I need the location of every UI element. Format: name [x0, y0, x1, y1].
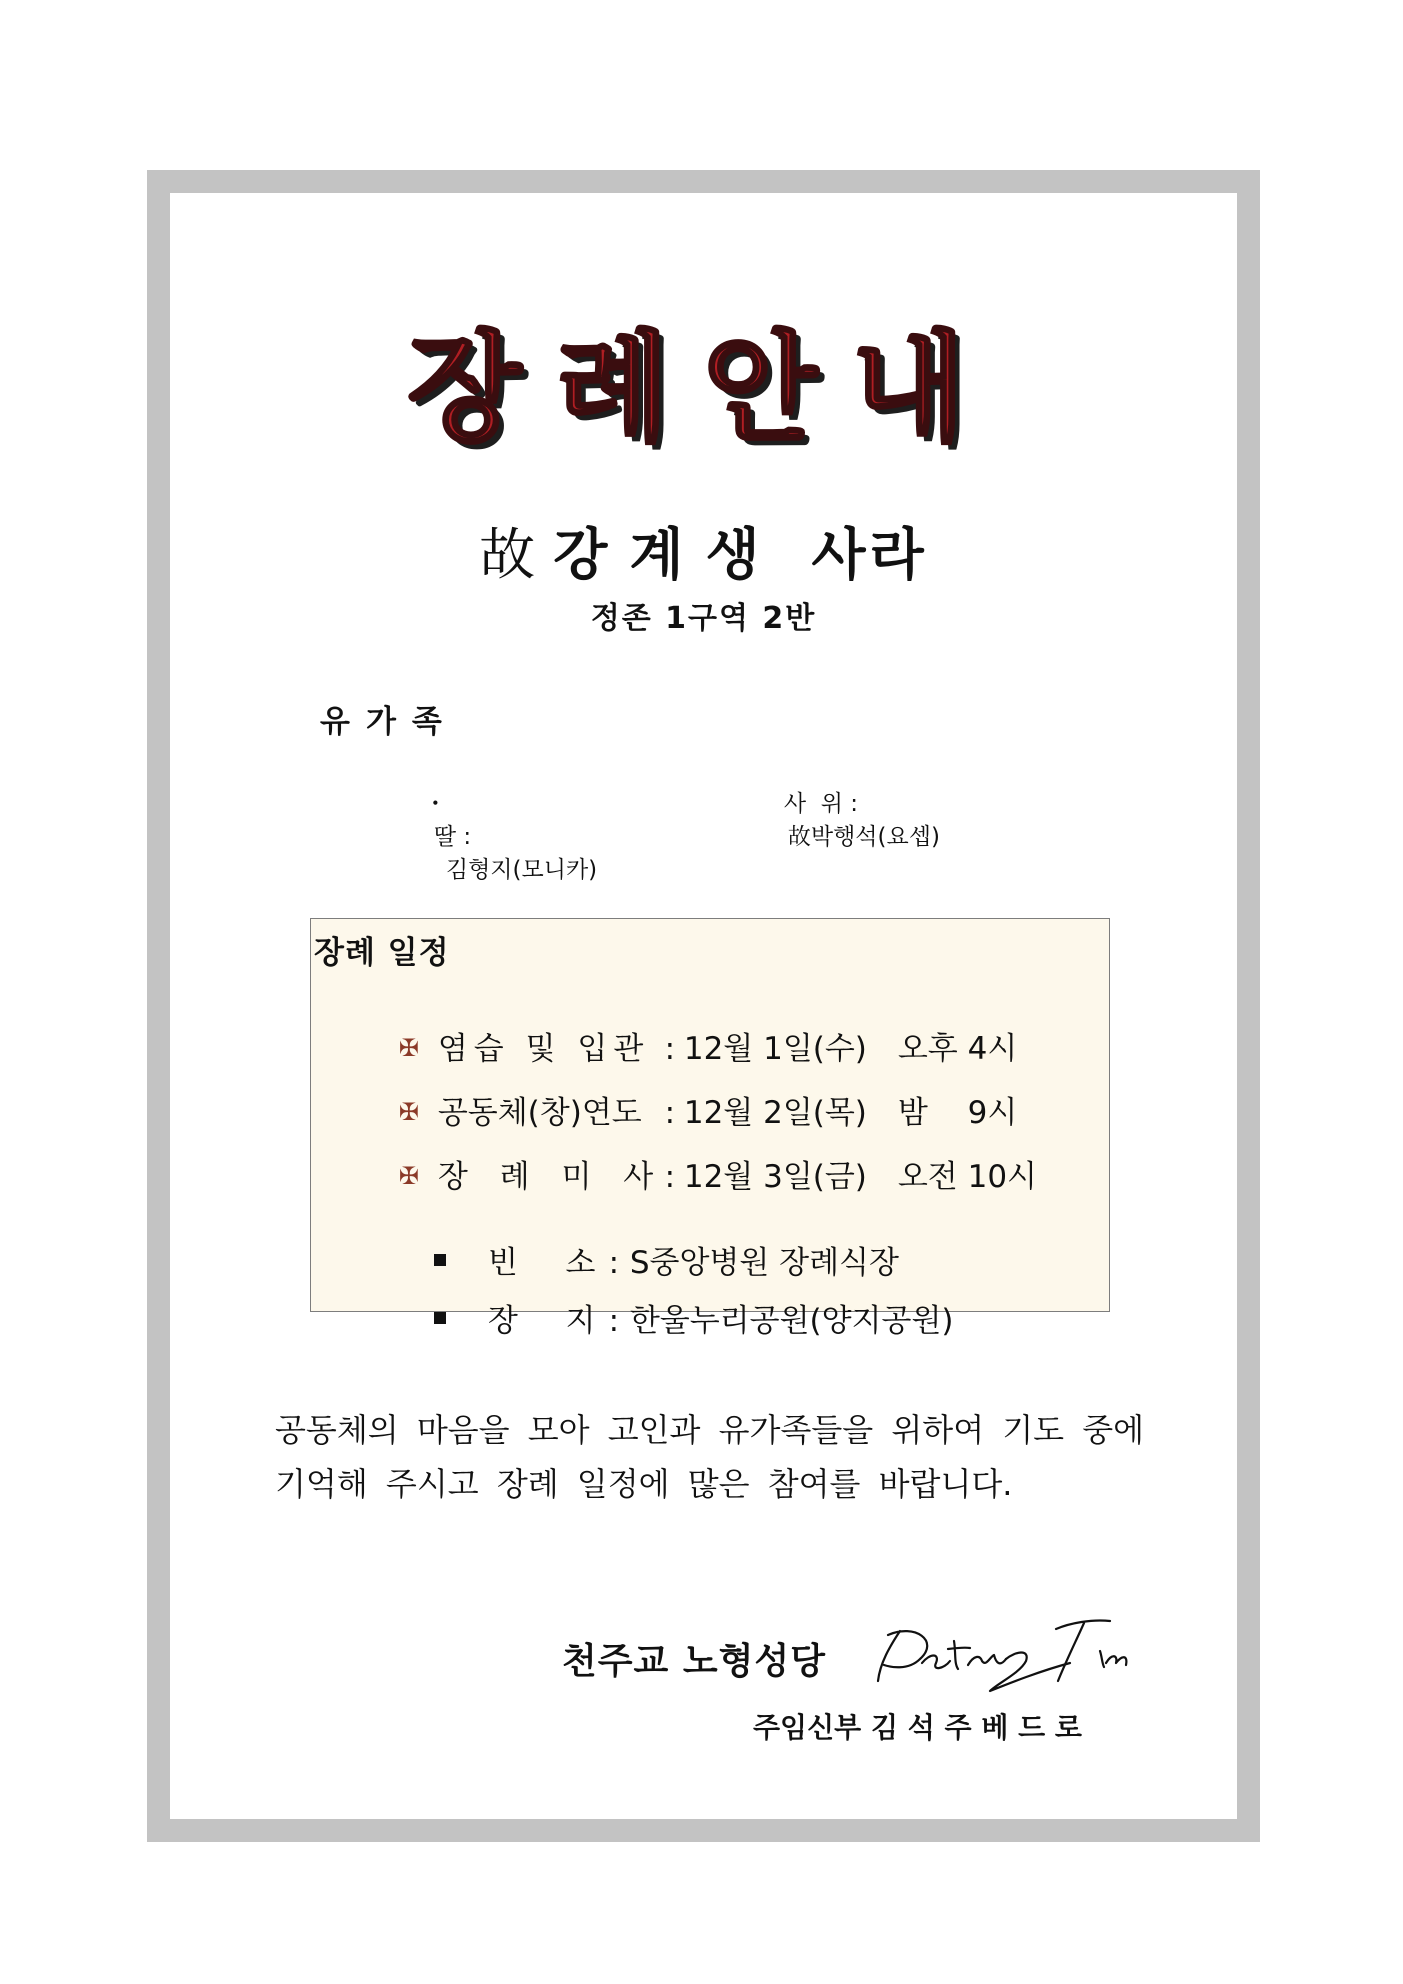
schedule-heading: 장례 일정: [314, 935, 450, 971]
family-heading: 유가족: [320, 704, 458, 740]
notice-sheet: [170, 193, 1237, 1819]
square-bullet-icon: [434, 1312, 446, 1324]
relation-label: 사 위 :: [783, 791, 858, 817]
event-time: 오후 4시: [897, 1031, 1018, 1067]
member-name: 김형지(모니카): [445, 857, 598, 883]
page-border-frame: [147, 170, 1260, 1842]
cross-icon: ✠: [398, 1034, 419, 1062]
venue-separator: :: [608, 1245, 620, 1281]
deceased-line: [170, 511, 1237, 591]
deceased-baptismal-name: 사라: [811, 523, 928, 588]
family-member-daughter: [380, 759, 597, 910]
schedule-box: [310, 918, 1110, 1339]
event-separator: :: [664, 1159, 676, 1195]
bullet: ・: [423, 791, 447, 817]
venue-label: 빈 소: [487, 1245, 596, 1281]
family-member-son-in-law: [740, 759, 940, 877]
venue-value: S중앙병원 장례식장: [629, 1245, 899, 1281]
deceased-hanja-prefix: 故: [479, 523, 536, 588]
event-separator: :: [664, 1095, 676, 1131]
cross-icon: ✠: [398, 1098, 419, 1126]
deceased-name: 강계생: [553, 523, 782, 588]
venue-item-burial-site: [355, 1259, 954, 1376]
cross-icon: ✠: [398, 1162, 419, 1190]
event-label: 장 례 미 사: [437, 1159, 654, 1195]
parish-district: 정존 1구역 2반: [590, 601, 817, 636]
venue-label: 장 지: [487, 1303, 596, 1339]
prayer-line-1: 공동체의 마음을 모아 고인과 유가족들을 위하여 기도 중에: [275, 1411, 1145, 1449]
event-date: 12월 2일(목): [683, 1095, 867, 1131]
venue-separator: :: [608, 1303, 620, 1339]
event-label: 염습 및 입관: [437, 1031, 650, 1067]
prayer-request: [275, 1403, 1175, 1511]
event-label: 공동체(창)연도: [437, 1095, 642, 1131]
member-name: 故박행석(요셉): [787, 824, 940, 850]
event-time: 오전 10시: [897, 1159, 1037, 1195]
venue-value: 한울누리공원(양지공원): [629, 1303, 954, 1339]
prayer-line-2: 기억해 주시고 장례 일정에 많은 참여를 바랍니다.: [275, 1465, 1013, 1503]
event-date: 12월 3일(금): [683, 1159, 867, 1195]
event-time: 밤 9시: [897, 1095, 1018, 1131]
relation-label: 딸 :: [433, 824, 472, 850]
event-date: 12월 1일(수): [683, 1031, 867, 1067]
notice-title: 장례안내: [407, 319, 1000, 457]
event-separator: :: [664, 1031, 676, 1067]
priest-signature: [870, 1601, 1140, 1701]
priest-name: 주임신부 김 석 주 베 드 로: [753, 1711, 1082, 1744]
church-name: 천주교 노형성당: [562, 1641, 826, 1682]
